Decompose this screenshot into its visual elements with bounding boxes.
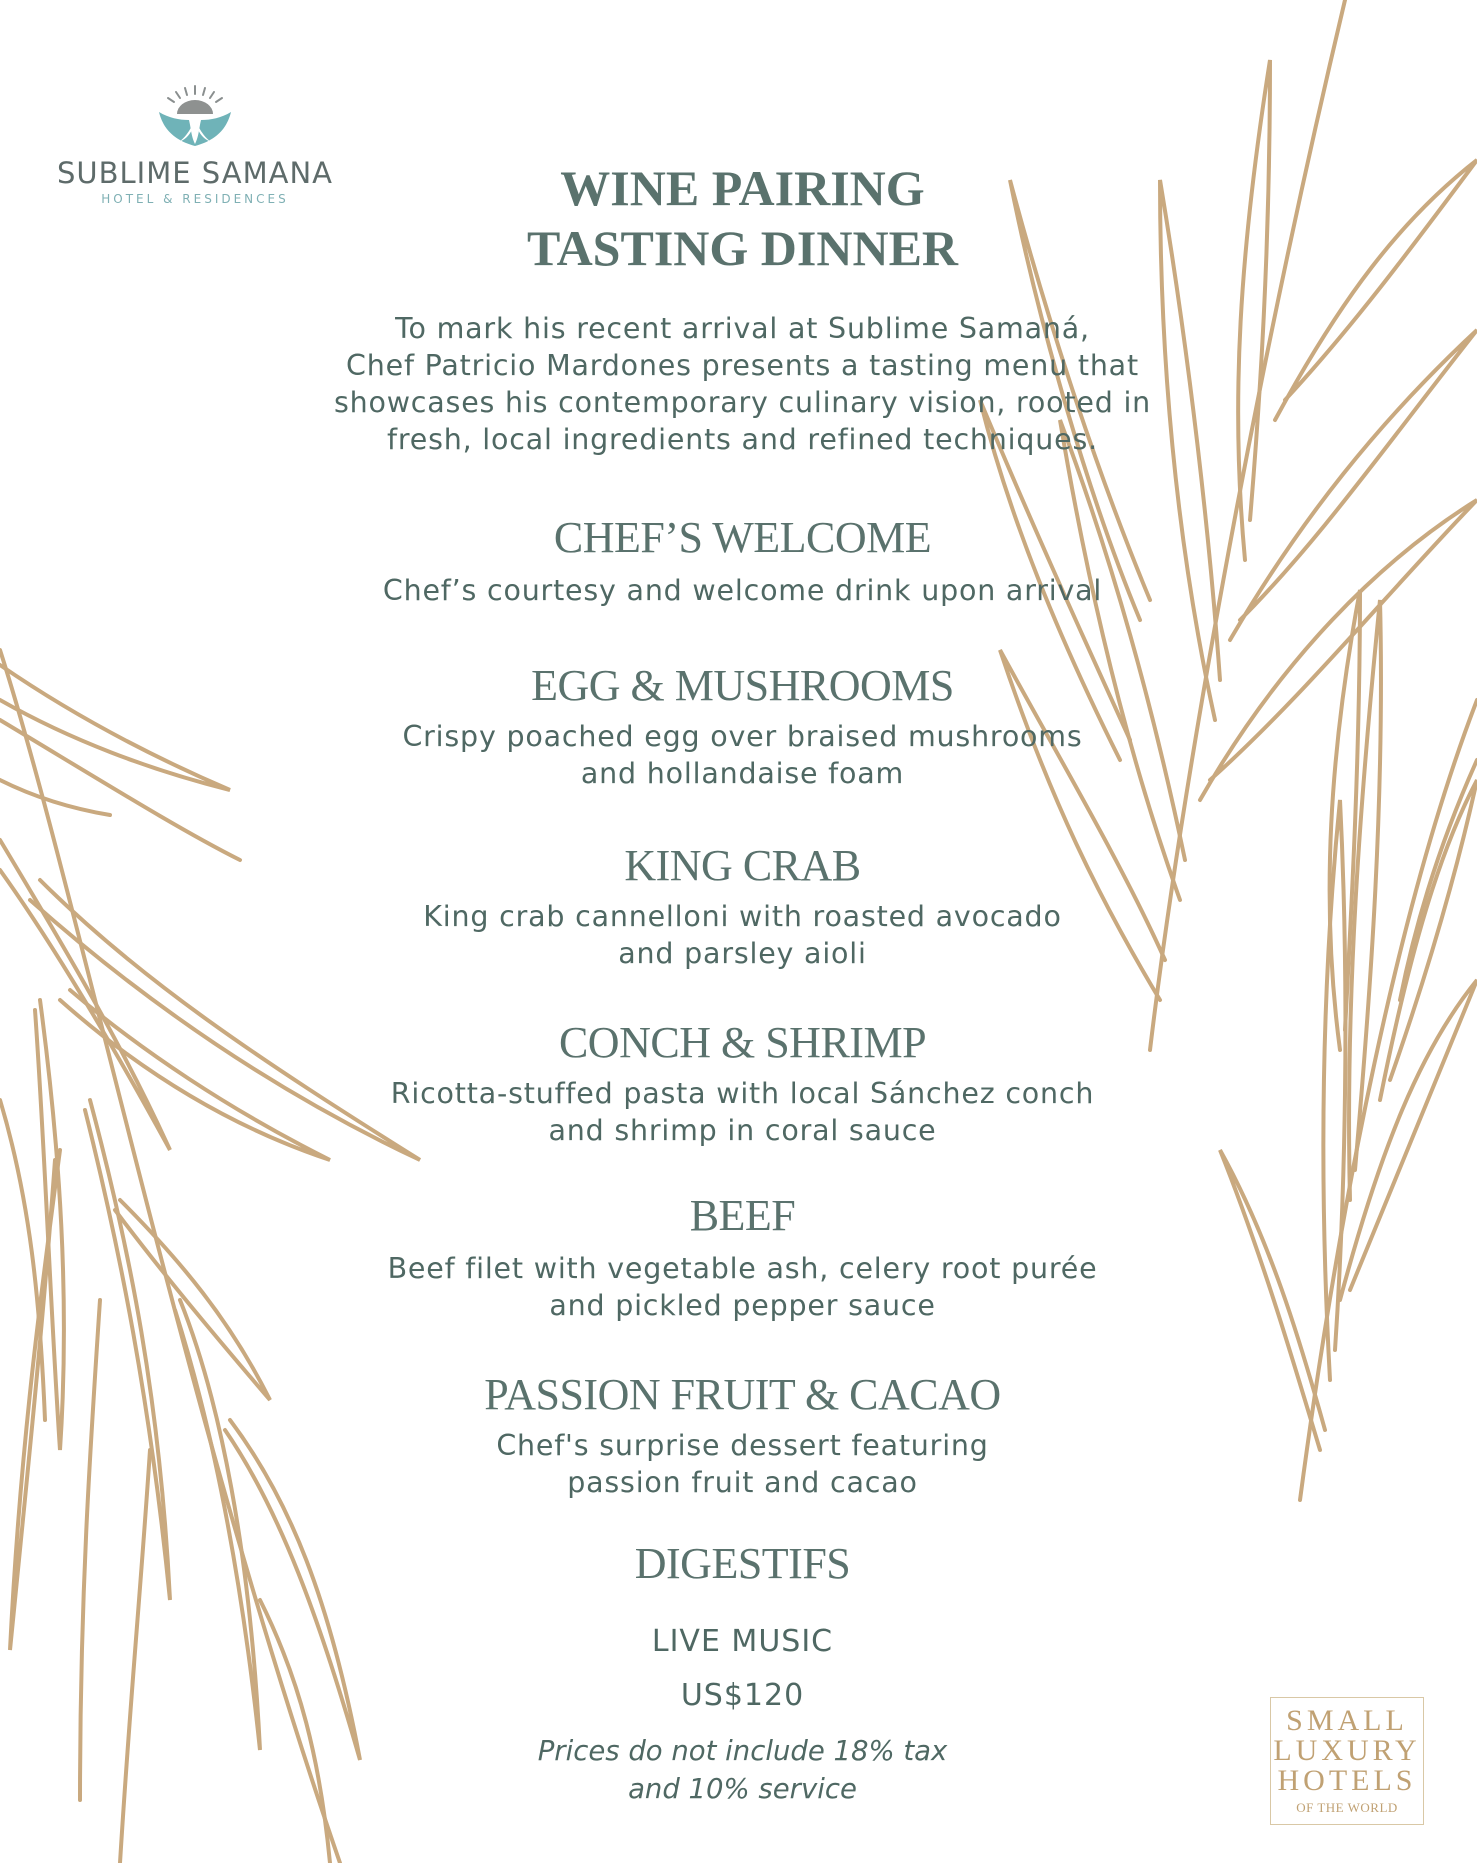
intro-line: To mark his recent arrival at Sublime Samaná,	[395, 312, 1090, 345]
intro-line: Chef Patricio Mardones presents a tasting menu that	[346, 349, 1139, 382]
course-title: KING CRAB	[624, 841, 861, 890]
course-desc: Ricotta-stuffed pasta with local Sánchez conch	[390, 1077, 1095, 1110]
course-conch-shrimp	[280, 1019, 1205, 1149]
intro-line: showcases his contemporary culinary vision, rooted in	[333, 386, 1152, 419]
sunrise-wave-icon	[155, 84, 235, 150]
intro-paragraph	[280, 310, 1205, 458]
course-desc: Crispy poached egg over braised mushrooms	[402, 720, 1083, 753]
intro-line: fresh, local ingredients and refined techniques.	[387, 423, 1098, 456]
price: US$120	[680, 1678, 805, 1713]
price-note-line: Prices do not include 18% tax	[537, 1735, 948, 1767]
course-title: DIGESTIFS	[634, 1539, 851, 1588]
badge-line: OF THE WORLD	[1296, 1800, 1398, 1815]
small-luxury-hotels-badge	[1270, 1697, 1424, 1825]
course-desc: passion fruit and cacao	[567, 1466, 918, 1499]
page-title	[280, 158, 1205, 278]
brand-name: SUBLIME SAMANA	[57, 156, 333, 190]
course-desc: King crab cannelloni with roasted avocado	[423, 900, 1062, 933]
price-note	[280, 1732, 1205, 1808]
course-desc: Chef's surprise dessert featuring	[496, 1429, 989, 1462]
title-line-2: TASTING DINNER	[526, 220, 959, 276]
course-title: CHEF’S WELCOME	[553, 513, 932, 562]
course-title: EGG & MUSHROOMS	[531, 661, 954, 710]
brand-subtitle: HOTEL & RESIDENCES	[101, 192, 289, 206]
course-title: PASSION FRUIT & CACAO	[484, 1370, 1001, 1419]
course-digestifs	[280, 1540, 1205, 1588]
course-desc: Chef’s courtesy and welcome drink upon arrival	[382, 574, 1103, 607]
badge-line: HOTELS	[1277, 1764, 1417, 1797]
course-title: BEEF	[689, 1191, 796, 1240]
badge-line: LUXURY	[1273, 1734, 1421, 1767]
course-desc: and pickled pepper sauce	[549, 1289, 936, 1322]
course-title: CONCH & SHRIMP	[558, 1018, 927, 1067]
course-chefs-welcome	[280, 514, 1205, 609]
badge-line: SMALL	[1286, 1704, 1408, 1737]
course-desc: and shrimp in coral sauce	[548, 1114, 937, 1147]
course-desc: and parsley aioli	[618, 937, 867, 970]
title-line-1: WINE PAIRING	[560, 160, 925, 216]
course-desc: and hollandaise foam	[580, 757, 905, 790]
menu-content	[280, 158, 1205, 1805]
course-desc: Beef filet with vegetable ash, celery root purée	[387, 1252, 1098, 1285]
course-beef	[280, 1192, 1205, 1324]
course-passion-fruit-cacao	[280, 1371, 1205, 1501]
course-egg-mushrooms	[280, 662, 1205, 792]
price-note-line: and 10% service	[628, 1773, 857, 1805]
course-king-crab	[280, 842, 1205, 972]
live-music-label: LIVE MUSIC	[651, 1624, 834, 1659]
